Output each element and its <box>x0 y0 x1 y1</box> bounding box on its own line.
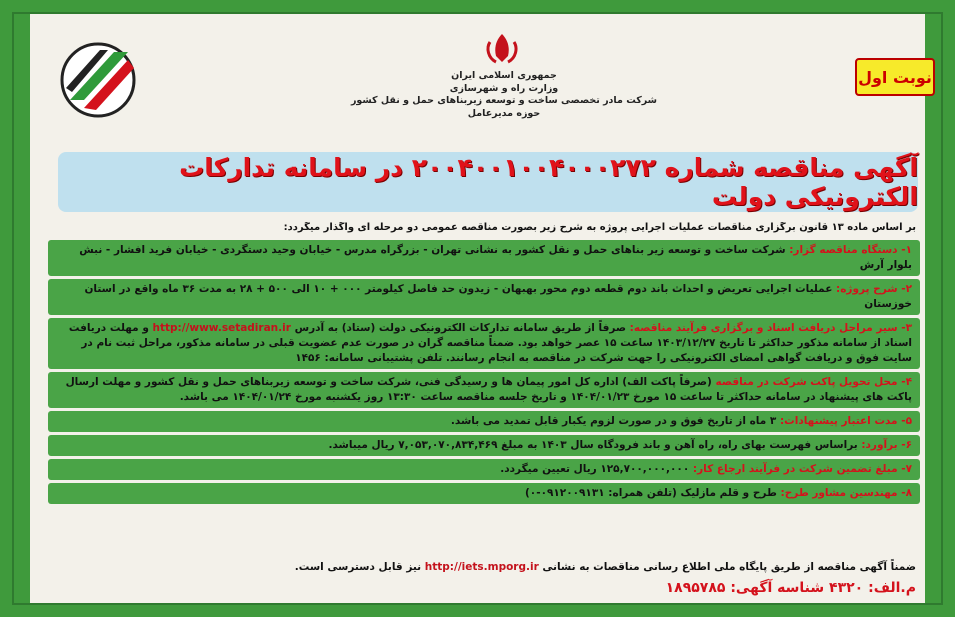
footer-text: ضمناً آگهی مناقصه از طریق پایگاه ملی اطلاع رسانی مناقصات به نشانی <box>542 561 916 573</box>
company-logo-icon <box>36 28 166 128</box>
item-validity <box>48 411 920 432</box>
right-border <box>925 14 941 603</box>
item-consultant <box>48 483 920 504</box>
header-line-ministry: وزارت راه و شهرسازی <box>449 82 559 94</box>
item-heading: ۲- شرح پروژه: <box>836 283 912 295</box>
item-procedure <box>48 318 920 369</box>
first-publication-badge: نوبت اول <box>855 58 935 96</box>
item-estimate <box>48 435 920 456</box>
item-text: و مهلت دریافت اسناد از سامانه مذکور حداکثر تا تاریخ ۱۴۰۳/۱۲/۲۷ ساعت ۱۵ عصر خواهد بود. ضمناً مناقصه گران در صورت عدم عضویت قبلی در سامانه مذکور، مراحل ثبت نام در سایت فوق و دریافت گواهی امضای الکترونیکی را جهت شرکت در مناقصه به انجام رسانند. تلفن پشتیبانی سامانه: ۱۴۵۶ <box>68 322 912 364</box>
items-list <box>48 240 920 507</box>
item-text: (صرفاً پاکت الف) اداره کل امور پیمان ها و رسیدگی فنی، شرکت ساخت و توسعه زیربناهای حمل و نقل کشور و مهلت ارسال پاکت های پیشنهاد در سامانه حداکثر تا ساعت ۱۵ مورخ ۱۴۰۴/۰۱/۲۳ و تاریخ جلسه مناقصه ساعت ۱۳:۳۰ روز یکشنبه مورخ ۱۴۰۴/۰۱/۲۴ می باشد. <box>65 376 912 403</box>
notice-codes: م.الف: ۴۳۲۰ شناسه آگهی: ۱۸۹۵۷۸۵ <box>665 580 916 596</box>
item-organizer <box>48 240 920 276</box>
iets-link[interactable]: http://iets.mporg.ir <box>424 561 539 573</box>
footer-text: نیز قابل دسترسی است. <box>294 561 422 573</box>
setad-link[interactable]: http://www.setadiran.ir <box>152 322 291 334</box>
header-line-office: حوزه مدیرعامل <box>467 107 541 119</box>
item-text: ۳ ماه از تاریخ فوق و در صورت لزوم یکبار قابل تمدید می باشد. <box>450 415 777 427</box>
item-heading: ۵- مدت اعتبار پیشنهادات: <box>779 415 912 427</box>
notice-sheet <box>12 12 943 605</box>
header-line-company: شرکت مادر تخصصی ساخت و توسعه زیربناهای حمل و نقل کشور <box>350 95 658 106</box>
item-delivery <box>48 372 920 408</box>
item-text: طرح و قلم مازلیک (تلفن همراه: ۰۹۱۲۰۰۹۱۳۱-۰) <box>524 487 777 499</box>
item-project <box>48 279 920 315</box>
item-text: شرکت ساخت و توسعه زیر بناهای حمل و نقل کشور به نشانی تهران - بزرگراه مدرس - خیابان وحید دستگردی - خیابان فرید افشار - نبش بلوار آرش <box>79 244 912 271</box>
item-heading: ۷- مبلغ تضمین شرکت در فرآیند ارجاع کار: <box>692 463 912 475</box>
issuer-header <box>314 70 694 120</box>
item-heading: ۶- برآورد: <box>861 439 912 451</box>
item-text: ۱۲۵,۷۰۰,۰۰۰,۰۰۰ ریال تعیین میگردد. <box>500 463 690 475</box>
item-heading: ۸- مهندسین مشاور طرح: <box>780 487 912 499</box>
item-guarantee <box>48 459 920 480</box>
item-text: براساس فهرست بهای راه، راه آهن و باند فرودگاه سال ۱۴۰۳ به مبلغ ۷,۰۵۳,۰۷۰,۸۳۴,۴۶۹ ریال میباشد. <box>328 439 858 451</box>
iran-emblem-icon <box>482 32 522 66</box>
footer-note <box>44 561 916 573</box>
item-heading: ۴- محل تحویل پاکت شرکت در مناقصه <box>715 376 912 388</box>
left-border <box>14 14 30 603</box>
item-heading: ۱- دستگاه مناقصه گزار: <box>789 244 912 256</box>
notice-title: آگهی مناقصه شماره ۲۰۰۴۰۰۱۰۰۴۰۰۰۲۷۲ در سامانه تدارکات الکترونیکی دولت <box>58 152 918 212</box>
item-text: صرفاً از طریق سامانه تدارکات الکترونیکی دولت (ستاد) به آدرس <box>294 322 627 334</box>
item-heading: ۳- سیر مراحل دریافت اسناد و برگزاری فرآیند مناقصه: <box>629 322 912 334</box>
header-line-country: جمهوری اسلامی ایران <box>451 70 557 81</box>
item-text: عملیات اجرایی تعریض و احداث باند دوم قطعه دوم محور بهبهان - زیدون حد فاصل کیلومتر ۰۰۰ + ۱۰ الی ۵۰۰ + ۲۸ به مدت ۳۶ ماه واقع در استان خوزستان <box>84 283 912 310</box>
intro-text: بر اساس ماده ۱۳ قانون برگزاری مناقصات عملیات اجرایی پروژه به شرح زیر بصورت مناقصه عمومی دو مرحله ای واگذار میگردد: <box>283 222 916 233</box>
